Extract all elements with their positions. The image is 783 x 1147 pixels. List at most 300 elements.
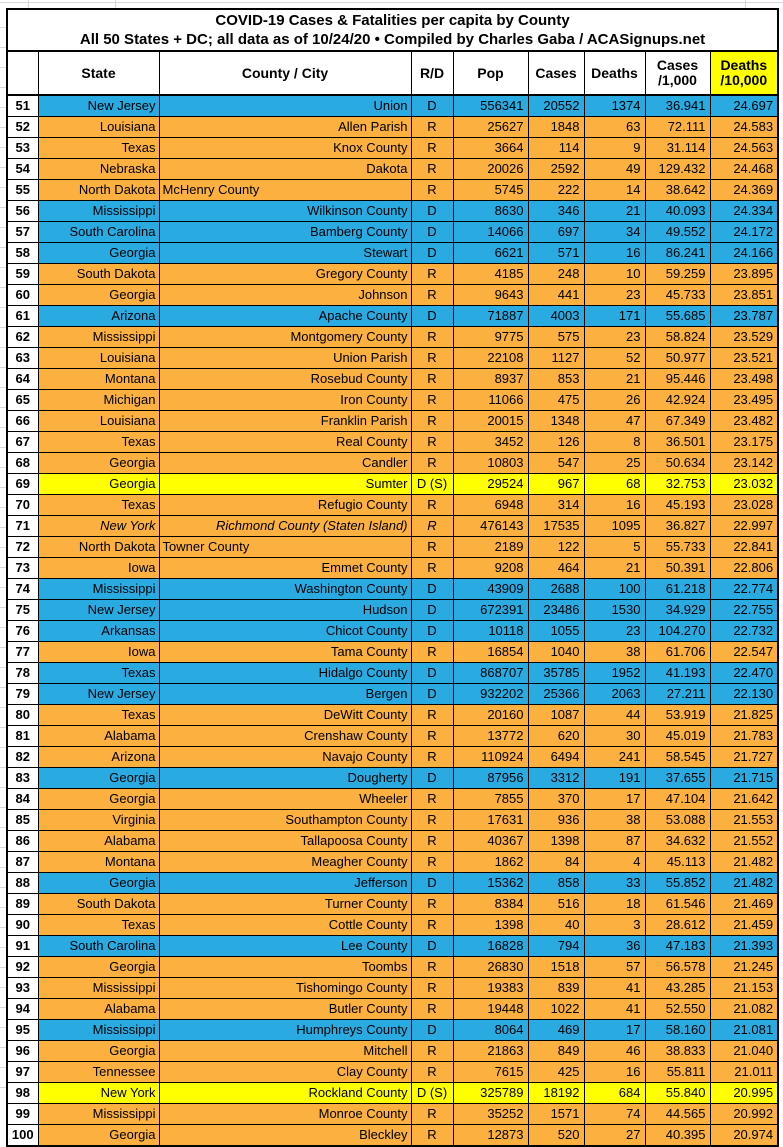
cell-deaths: 23 xyxy=(584,285,645,306)
cell-deaths-per-10000: 21.040 xyxy=(710,1041,778,1062)
cell-party: D xyxy=(411,600,453,621)
header-deaths-per-10000-sub: /10,000 xyxy=(720,72,768,88)
cell-party: R xyxy=(411,390,453,411)
cell-deaths-per-10000: 21.553 xyxy=(710,810,778,831)
cell-deaths: 49 xyxy=(584,159,645,180)
cell-deaths-per-10000: 21.552 xyxy=(710,831,778,852)
table-row xyxy=(7,579,778,600)
cell-cases-per-1000: 50.977 xyxy=(645,348,710,369)
cell-rank: 89 xyxy=(7,894,38,915)
cell-state: Arizona xyxy=(38,747,159,768)
cell-cases-per-1000: 45.019 xyxy=(645,726,710,747)
cell-party: D xyxy=(411,243,453,264)
cell-deaths-per-10000: 22.755 xyxy=(710,600,778,621)
cell-cases: 370 xyxy=(528,789,584,810)
cell-cases-per-1000: 53.919 xyxy=(645,705,710,726)
cell-deaths: 3 xyxy=(584,915,645,936)
table-row xyxy=(7,915,778,936)
cell-state: Georgia xyxy=(38,1125,159,1147)
cell-county: Sumter xyxy=(159,474,411,495)
cell-state: Mississippi xyxy=(38,1020,159,1041)
cell-rank: 69 xyxy=(7,474,38,495)
cell-party: R xyxy=(411,516,453,537)
cell-party: R xyxy=(411,117,453,138)
cell-population: 672391 xyxy=(453,600,528,621)
cell-deaths-per-10000: 21.727 xyxy=(710,747,778,768)
header-cases-per-1000-sub: /1,000 xyxy=(658,72,697,88)
cell-rank: 97 xyxy=(7,1062,38,1083)
cell-rank: 85 xyxy=(7,810,38,831)
cell-cases: 4003 xyxy=(528,306,584,327)
cell-cases: 967 xyxy=(528,474,584,495)
cell-county: Cottle County xyxy=(159,915,411,936)
cell-population: 9775 xyxy=(453,327,528,348)
cell-county: Iron County xyxy=(159,390,411,411)
cell-cases-per-1000: 55.685 xyxy=(645,306,710,327)
cell-deaths-per-10000: 22.806 xyxy=(710,558,778,579)
cell-deaths-per-10000: 23.851 xyxy=(710,285,778,306)
cell-state: Texas xyxy=(38,705,159,726)
table-row xyxy=(7,1083,778,1104)
cell-county: Washington County xyxy=(159,579,411,600)
cell-party: R xyxy=(411,411,453,432)
cell-deaths: 100 xyxy=(584,579,645,600)
cell-population: 10118 xyxy=(453,621,528,642)
cell-deaths-per-10000: 23.895 xyxy=(710,264,778,285)
cell-cases-per-1000: 61.546 xyxy=(645,894,710,915)
header-cases-per-1000 xyxy=(645,51,710,95)
cell-state: Texas xyxy=(38,138,159,159)
cell-rank: 88 xyxy=(7,873,38,894)
cell-cases-per-1000: 34.632 xyxy=(645,831,710,852)
cell-cases-per-1000: 40.395 xyxy=(645,1125,710,1147)
cell-county: Candler xyxy=(159,453,411,474)
cell-party: R xyxy=(411,138,453,159)
cell-county: Navajo County xyxy=(159,747,411,768)
cell-deaths-per-10000: 23.175 xyxy=(710,432,778,453)
cell-population: 17631 xyxy=(453,810,528,831)
cell-state: South Carolina xyxy=(38,936,159,957)
cell-deaths-per-10000: 22.841 xyxy=(710,537,778,558)
cell-cases-per-1000: 45.113 xyxy=(645,852,710,873)
table-row xyxy=(7,243,778,264)
cell-state: New Jersey xyxy=(38,684,159,705)
table-row xyxy=(7,831,778,852)
cell-party: D xyxy=(411,936,453,957)
cell-deaths: 8 xyxy=(584,432,645,453)
cell-population: 71887 xyxy=(453,306,528,327)
table-header-row xyxy=(7,51,778,95)
table-row xyxy=(7,621,778,642)
cell-rank: 82 xyxy=(7,747,38,768)
cell-cases-per-1000: 95.446 xyxy=(645,369,710,390)
table-row xyxy=(7,117,778,138)
cell-state: Mississippi xyxy=(38,978,159,999)
cell-deaths-per-10000: 21.011 xyxy=(710,1062,778,1083)
cell-population: 43909 xyxy=(453,579,528,600)
cell-state: Alabama xyxy=(38,726,159,747)
cell-population: 9643 xyxy=(453,285,528,306)
cell-party: R xyxy=(411,747,453,768)
cell-county: Toombs xyxy=(159,957,411,978)
cell-deaths: 46 xyxy=(584,1041,645,1062)
cell-cases: 697 xyxy=(528,222,584,243)
cell-deaths-per-10000: 23.482 xyxy=(710,411,778,432)
cell-rank: 91 xyxy=(7,936,38,957)
cell-rank: 84 xyxy=(7,789,38,810)
cell-county: Allen Parish xyxy=(159,117,411,138)
cell-deaths: 1095 xyxy=(584,516,645,537)
cell-population: 8937 xyxy=(453,369,528,390)
cell-state: North Dakota xyxy=(38,537,159,558)
cell-rank: 96 xyxy=(7,1041,38,1062)
cell-population: 20026 xyxy=(453,159,528,180)
cell-cases-per-1000: 58.824 xyxy=(645,327,710,348)
cell-party: R xyxy=(411,285,453,306)
cell-cases-per-1000: 52.550 xyxy=(645,999,710,1020)
cell-deaths-per-10000: 23.498 xyxy=(710,369,778,390)
table-row xyxy=(7,642,778,663)
table-row xyxy=(7,1041,778,1062)
cell-deaths: 1530 xyxy=(584,600,645,621)
cell-state: North Dakota xyxy=(38,180,159,201)
cell-state: Texas xyxy=(38,915,159,936)
cell-cases: 1022 xyxy=(528,999,584,1020)
cell-rank: 99 xyxy=(7,1104,38,1125)
cell-cases-per-1000: 42.924 xyxy=(645,390,710,411)
cell-county: Gregory County xyxy=(159,264,411,285)
table-row xyxy=(7,138,778,159)
cell-state: Arkansas xyxy=(38,621,159,642)
cell-county: Southampton County xyxy=(159,810,411,831)
cell-cases-per-1000: 50.634 xyxy=(645,453,710,474)
cell-population: 6621 xyxy=(453,243,528,264)
cell-rank: 83 xyxy=(7,768,38,789)
table-row xyxy=(7,264,778,285)
cell-county: Butler County xyxy=(159,999,411,1020)
cell-state: Georgia xyxy=(38,243,159,264)
cell-party: R xyxy=(411,642,453,663)
cell-deaths-per-10000: 21.082 xyxy=(710,999,778,1020)
cell-cases: 248 xyxy=(528,264,584,285)
cell-cases-per-1000: 32.753 xyxy=(645,474,710,495)
table-row xyxy=(7,894,778,915)
cell-cases: 20552 xyxy=(528,95,584,117)
cell-population: 9208 xyxy=(453,558,528,579)
cell-population: 19448 xyxy=(453,999,528,1020)
cell-state: Michigan xyxy=(38,390,159,411)
cell-deaths: 684 xyxy=(584,1083,645,1104)
cell-rank: 62 xyxy=(7,327,38,348)
cell-deaths: 9 xyxy=(584,138,645,159)
cell-cases: 23486 xyxy=(528,600,584,621)
cell-cases-per-1000: 59.259 xyxy=(645,264,710,285)
cell-state: Alabama xyxy=(38,999,159,1020)
cell-deaths-per-10000: 24.697 xyxy=(710,95,778,117)
cell-cases: 114 xyxy=(528,138,584,159)
table-row xyxy=(7,95,778,117)
cell-rank: 65 xyxy=(7,390,38,411)
cell-rank: 73 xyxy=(7,558,38,579)
cell-state: New York xyxy=(38,1083,159,1104)
table-row xyxy=(7,516,778,537)
header-deaths-per-10000-top: Deaths xyxy=(720,57,768,74)
cell-rank: 53 xyxy=(7,138,38,159)
cell-cases-per-1000: 55.811 xyxy=(645,1062,710,1083)
cell-cases: 1848 xyxy=(528,117,584,138)
cell-cases: 794 xyxy=(528,936,584,957)
cell-rank: 78 xyxy=(7,663,38,684)
cell-deaths-per-10000: 21.459 xyxy=(710,915,778,936)
cell-cases: 2688 xyxy=(528,579,584,600)
cell-county: Dakota xyxy=(159,159,411,180)
cell-county: Rosebud County xyxy=(159,369,411,390)
cell-population: 476143 xyxy=(453,516,528,537)
table-row xyxy=(7,285,778,306)
cell-state: Georgia xyxy=(38,453,159,474)
cell-population: 932202 xyxy=(453,684,528,705)
header-cases-per-1000-top: Cases xyxy=(656,57,699,74)
cell-party: D xyxy=(411,684,453,705)
cell-cases: 35785 xyxy=(528,663,584,684)
cell-party: R xyxy=(411,810,453,831)
cell-rank: 75 xyxy=(7,600,38,621)
cell-state: Louisiana xyxy=(38,411,159,432)
table-row xyxy=(7,1062,778,1083)
cell-cases: 314 xyxy=(528,495,584,516)
cell-deaths: 241 xyxy=(584,747,645,768)
cell-deaths: 1374 xyxy=(584,95,645,117)
cell-county: Tama County xyxy=(159,642,411,663)
spreadsheet-gridline xyxy=(745,0,746,8)
cell-deaths-per-10000: 23.521 xyxy=(710,348,778,369)
table-row xyxy=(7,306,778,327)
cell-county: Wheeler xyxy=(159,789,411,810)
cell-cases: 936 xyxy=(528,810,584,831)
cell-state: Mississippi xyxy=(38,327,159,348)
cell-state: Georgia xyxy=(38,1041,159,1062)
cell-population: 16854 xyxy=(453,642,528,663)
cell-cases-per-1000: 104.270 xyxy=(645,621,710,642)
cell-cases-per-1000: 40.093 xyxy=(645,201,710,222)
table-row xyxy=(7,180,778,201)
cell-party: R xyxy=(411,957,453,978)
cell-deaths: 63 xyxy=(584,117,645,138)
cell-party: D xyxy=(411,222,453,243)
cell-rank: 56 xyxy=(7,201,38,222)
cell-deaths-per-10000: 23.142 xyxy=(710,453,778,474)
cell-party: R xyxy=(411,726,453,747)
cell-party: R xyxy=(411,327,453,348)
cell-cases-per-1000: 31.114 xyxy=(645,138,710,159)
cell-cases-per-1000: 43.285 xyxy=(645,978,710,999)
cell-deaths-per-10000: 20.992 xyxy=(710,1104,778,1125)
cell-deaths: 10 xyxy=(584,264,645,285)
cell-population: 8384 xyxy=(453,894,528,915)
table-row xyxy=(7,852,778,873)
header-county: County / City xyxy=(159,51,411,95)
cell-rank: 52 xyxy=(7,117,38,138)
table-row xyxy=(7,159,778,180)
cell-county: Humphreys County xyxy=(159,1020,411,1041)
cell-rank: 51 xyxy=(7,95,38,117)
cell-deaths: 25 xyxy=(584,453,645,474)
cell-rank: 98 xyxy=(7,1083,38,1104)
cell-cases-per-1000: 49.552 xyxy=(645,222,710,243)
header-deaths-per-10000 xyxy=(710,51,778,95)
cell-deaths: 1952 xyxy=(584,663,645,684)
cell-cases-per-1000: 37.655 xyxy=(645,768,710,789)
cell-cases-per-1000: 58.545 xyxy=(645,747,710,768)
cell-population: 13772 xyxy=(453,726,528,747)
cell-party: D xyxy=(411,1020,453,1041)
table-row xyxy=(7,432,778,453)
cell-population: 2189 xyxy=(453,537,528,558)
cell-party: R xyxy=(411,453,453,474)
cell-county: Bleckley xyxy=(159,1125,411,1147)
cell-deaths-per-10000: 22.547 xyxy=(710,642,778,663)
cell-party: D xyxy=(411,663,453,684)
cell-deaths: 23 xyxy=(584,621,645,642)
cell-cases: 84 xyxy=(528,852,584,873)
cell-deaths: 21 xyxy=(584,369,645,390)
cell-deaths: 34 xyxy=(584,222,645,243)
cell-state: Mississippi xyxy=(38,1104,159,1125)
table-row xyxy=(7,453,778,474)
cell-population: 556341 xyxy=(453,95,528,117)
cell-state: Georgia xyxy=(38,768,159,789)
table-row xyxy=(7,327,778,348)
cell-rank: 70 xyxy=(7,495,38,516)
cell-county: Apache County xyxy=(159,306,411,327)
cell-rank: 95 xyxy=(7,1020,38,1041)
cell-party: R xyxy=(411,1062,453,1083)
cell-county: Dougherty xyxy=(159,768,411,789)
cell-deaths-per-10000: 24.583 xyxy=(710,117,778,138)
cell-party: R xyxy=(411,348,453,369)
table-row xyxy=(7,873,778,894)
cell-deaths: 36 xyxy=(584,936,645,957)
table-body xyxy=(7,95,778,1146)
cell-county: Chicot County xyxy=(159,621,411,642)
table-title xyxy=(7,9,778,51)
cell-population: 11066 xyxy=(453,390,528,411)
cell-rank: 57 xyxy=(7,222,38,243)
table-row xyxy=(7,222,778,243)
cell-cases-per-1000: 36.827 xyxy=(645,516,710,537)
header-deaths: Deaths xyxy=(584,51,645,95)
cell-population: 7855 xyxy=(453,789,528,810)
cell-population: 26830 xyxy=(453,957,528,978)
cell-deaths-per-10000: 22.130 xyxy=(710,684,778,705)
cell-party: R xyxy=(411,789,453,810)
cell-cases: 475 xyxy=(528,390,584,411)
cell-deaths-per-10000: 21.482 xyxy=(710,873,778,894)
cell-cases: 858 xyxy=(528,873,584,894)
cell-county: Mitchell xyxy=(159,1041,411,1062)
cell-deaths-per-10000: 21.825 xyxy=(710,705,778,726)
cell-deaths-per-10000: 21.482 xyxy=(710,852,778,873)
cell-cases-per-1000: 36.501 xyxy=(645,432,710,453)
cell-county: Franklin Parish xyxy=(159,411,411,432)
spreadsheet-gridline xyxy=(0,2,783,3)
table-row xyxy=(7,600,778,621)
cell-rank: 93 xyxy=(7,978,38,999)
cell-cases-per-1000: 47.183 xyxy=(645,936,710,957)
table-row xyxy=(7,1125,778,1147)
cell-population: 8630 xyxy=(453,201,528,222)
table-row xyxy=(7,537,778,558)
cell-state: Tennessee xyxy=(38,1062,159,1083)
cell-rank: 67 xyxy=(7,432,38,453)
cell-state: Mississippi xyxy=(38,579,159,600)
cell-county: Hidalgo County xyxy=(159,663,411,684)
cell-rank: 58 xyxy=(7,243,38,264)
cell-cases: 1055 xyxy=(528,621,584,642)
cell-cases: 575 xyxy=(528,327,584,348)
cell-state: Alabama xyxy=(38,831,159,852)
table-row xyxy=(7,978,778,999)
cell-rank: 90 xyxy=(7,915,38,936)
cell-cases: 1127 xyxy=(528,348,584,369)
cell-deaths-per-10000: 24.334 xyxy=(710,201,778,222)
cell-cases-per-1000: 45.193 xyxy=(645,495,710,516)
cell-party: D xyxy=(411,579,453,600)
cell-deaths: 47 xyxy=(584,411,645,432)
header-pop: Pop xyxy=(453,51,528,95)
cell-population: 110924 xyxy=(453,747,528,768)
cell-state: Nebraska xyxy=(38,159,159,180)
cell-county: Jefferson xyxy=(159,873,411,894)
cell-county: Wilkinson County xyxy=(159,201,411,222)
cell-cases-per-1000: 129.432 xyxy=(645,159,710,180)
cell-state: Montana xyxy=(38,369,159,390)
cell-rank: 100 xyxy=(7,1125,38,1147)
cell-party: R xyxy=(411,369,453,390)
county-table xyxy=(6,8,779,1147)
cell-county: Union xyxy=(159,95,411,117)
table-row xyxy=(7,1020,778,1041)
cell-cases: 516 xyxy=(528,894,584,915)
table-row xyxy=(7,495,778,516)
cell-county: Lee County xyxy=(159,936,411,957)
cell-rank: 61 xyxy=(7,306,38,327)
cell-county: Rockland County xyxy=(159,1083,411,1104)
cell-deaths: 16 xyxy=(584,1062,645,1083)
cell-deaths-per-10000: 22.732 xyxy=(710,621,778,642)
cell-state: Iowa xyxy=(38,642,159,663)
cell-deaths: 57 xyxy=(584,957,645,978)
cell-party: R xyxy=(411,159,453,180)
cell-deaths-per-10000: 23.028 xyxy=(710,495,778,516)
cell-party: D (S) xyxy=(411,1083,453,1104)
cell-deaths: 27 xyxy=(584,1125,645,1147)
cell-population: 20015 xyxy=(453,411,528,432)
cell-population: 16828 xyxy=(453,936,528,957)
cell-deaths: 4 xyxy=(584,852,645,873)
cell-county: Hudson xyxy=(159,600,411,621)
cell-cases: 1087 xyxy=(528,705,584,726)
cell-deaths: 191 xyxy=(584,768,645,789)
cell-population: 20160 xyxy=(453,705,528,726)
cell-cases-per-1000: 44.565 xyxy=(645,1104,710,1125)
cell-population: 868707 xyxy=(453,663,528,684)
cell-state: Georgia xyxy=(38,285,159,306)
table-row xyxy=(7,348,778,369)
cell-rank: 79 xyxy=(7,684,38,705)
cell-party: R xyxy=(411,1125,453,1147)
cell-rank: 63 xyxy=(7,348,38,369)
